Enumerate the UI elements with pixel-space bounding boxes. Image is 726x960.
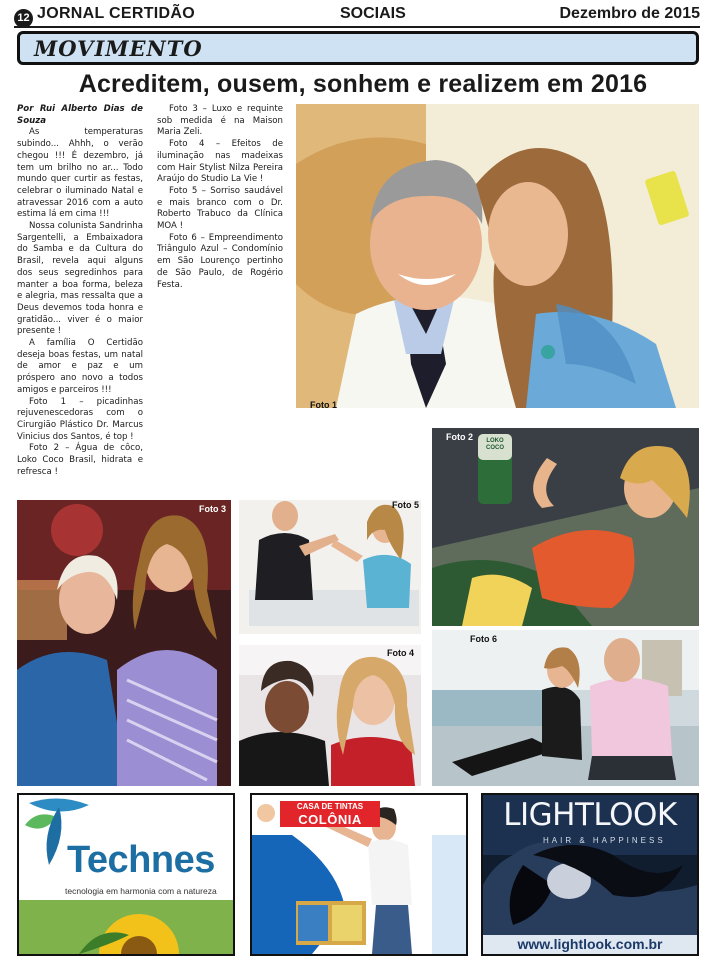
lightlook-url[interactable]: www.lightlook.com.br [517,936,663,952]
technes-tagline: tecnologia em harmonia com a natureza [65,886,217,896]
issue-date: Dezembro de 2015 [559,5,700,22]
ad-lightlook[interactable] [481,793,699,956]
technes-brand: Technes [67,839,215,881]
section-banner [17,31,699,65]
page-number: 12 [14,9,33,28]
page-header [0,0,726,28]
paragraph: Foto 2 – Água de côco, Loko Coco Brasil, hidrata e refresca ! [17,443,143,477]
article-column-2 [157,104,283,291]
photo-5 [239,500,421,634]
ad-colonia[interactable] [250,793,468,956]
photo-4-caption: Foto 4 [387,648,414,658]
photo-2 [432,428,699,626]
photo-1 [296,104,699,408]
article-column-1 [17,104,143,479]
photo-1-caption: Foto 1 [310,400,337,410]
photo-5-caption: Foto 5 [392,500,419,510]
colonia-brand: COLÔNIA [280,812,380,827]
section-title: SOCIAIS [340,5,406,22]
colonia-top: CASA DE TINTAS [280,801,380,812]
paragraph: Foto 1 – picadinhas rejuvenescedoras com o Cirurgião Plástico Dr. Marcus Vinicius dos Santos, é top ! [17,396,143,442]
lightlook-sub: HAIR & HAPPINESS [543,836,666,845]
photo-6 [432,630,699,786]
ad-technes[interactable] [17,793,235,956]
paragraph: Foto 4 – Efeitos de iluminação nas madeixas com Hair Stylist Nilza Pereira Araújo do Studio La Vie ! [157,139,283,185]
paragraph: As temperaturas subindo... Ahhh, o verão chegou !!! É dezembro, já tem um brilho no ar... Todo mundo quer curtir as festas, celebrar o iluminado Natal e atravessar 2016 com a auto estima lá em cima !!! [17,127,143,220]
paragraph: Foto 3 – Luxo e requinte sob medida é na Maison Maria Zeli. [157,104,283,138]
journal-title: JORNAL CERTIDÃO [37,5,195,22]
article-headline: Acreditem, ousem, sonhem e realizem em 2016 [78,70,648,98]
header-rule [14,26,700,28]
paragraph: Foto 5 – Sorriso saudável e mais branco com o Dr. Roberto Trabuco da Clínica MOA ! [157,185,283,232]
article-byline: Por Rui Alberto Dias de Souza [17,104,143,126]
photo-2-caption: Foto 2 [446,432,473,442]
coconut-can-label: LOKO COCO [486,438,504,451]
photo-3-caption: Foto 3 [199,504,226,514]
photo-6-caption: Foto 6 [470,634,497,644]
photo-4 [239,645,421,786]
lightlook-brand: LIGHTLOOK [503,797,677,833]
photo-3 [17,500,231,786]
paragraph: Foto 6 – Empreendimento Triângulo Azul – Condomínio em São Lourenço pertinho de São Paulo, de Rogério Festa. [157,232,283,290]
banner-label: MOVIMENTO [34,36,203,61]
paragraph: Nossa colunista Sandrinha Sargentelli, a Embaixadora do Samba e da Cultura do Brasil, revela aqui alguns dos seus segredinhos para manter a boa forma, beleza e alegria, mas ressalta que a Deus devemos toda honra e gratidão... viver é o maior presente ! [17,221,143,337]
paragraph: A família O Certidão deseja boas festas, um natal de amor e paz e um próspero ano novo a todos amigos e parceiros !!! [17,338,143,395]
